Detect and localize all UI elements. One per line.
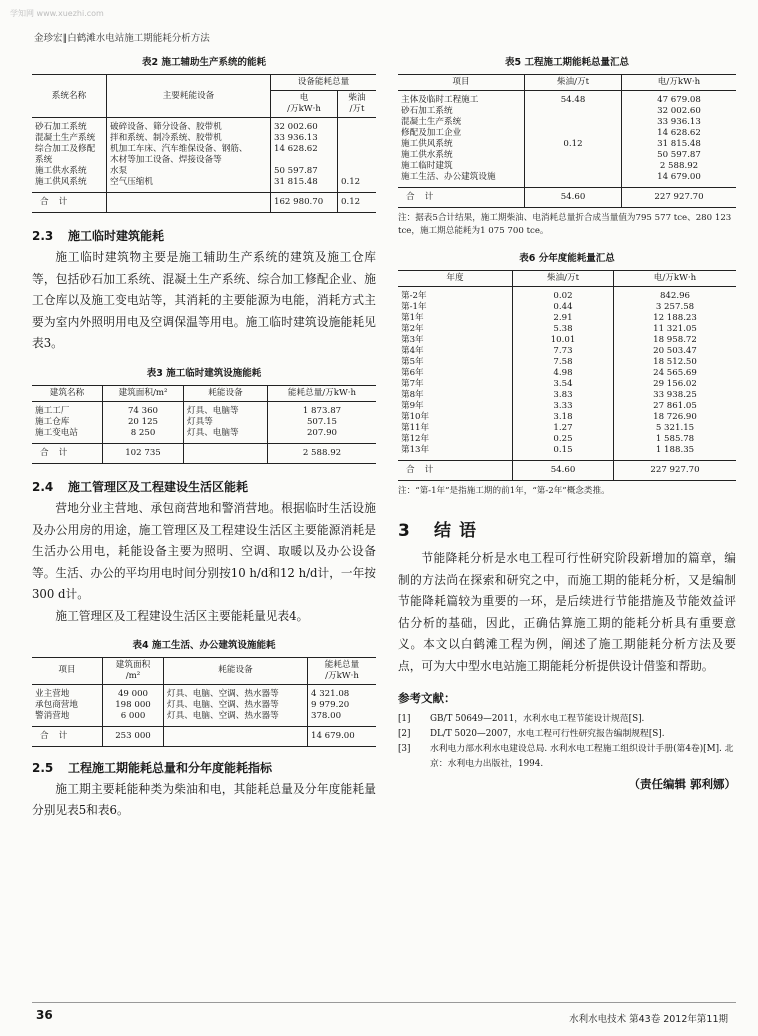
section-title: 施工管理区及工程建设生活区能耗 xyxy=(68,479,249,494)
table-row xyxy=(398,106,736,117)
table-row xyxy=(32,684,376,700)
table3-total-0: 合计 xyxy=(32,443,103,463)
table5-caption: 表5 工程施工期能耗总量汇总 xyxy=(505,57,629,68)
reference-list xyxy=(398,712,736,772)
reference-item xyxy=(398,712,736,727)
table5-cell-0: 修配及加工企业 xyxy=(398,128,525,139)
table6-cell-1: 10.01 xyxy=(513,335,614,346)
journal-info: 水利水电技术 第43卷 2012年第11期 xyxy=(569,1014,728,1025)
table-row xyxy=(32,401,376,417)
table-row xyxy=(398,346,736,357)
table4-cell-3: 9 979.20 xyxy=(311,699,350,710)
section-number: 2.5 xyxy=(32,760,54,775)
table2-cell-diesel xyxy=(338,133,377,144)
section-title: 结语 xyxy=(434,521,484,541)
section-number: 3 xyxy=(398,521,410,541)
section-2-4-paragraph-2: 施工管理区及工程建设生活区主要能耗量见表4。 xyxy=(55,608,309,623)
table3-cell-1: 8 250 xyxy=(103,428,184,444)
footer-rule xyxy=(32,1002,736,1003)
table2-cell-equipment: 拌和系统、制冷系统、胶带机 xyxy=(107,133,271,144)
table5-total-0: 合计 xyxy=(398,188,525,208)
table4-cell-0: 警消营地 xyxy=(32,711,103,727)
table5-cell-1 xyxy=(525,161,622,172)
table3-cell-0: 施工工厂 xyxy=(32,401,103,417)
watermark: 学知网 www.xuezhi.com xyxy=(10,9,104,18)
table-row xyxy=(398,139,736,150)
table3-head-2: 耗能设备 xyxy=(184,385,268,401)
table-row xyxy=(32,144,376,166)
table6-cell-2: 842.96 xyxy=(659,291,691,301)
table2-cell-system: 混凝土生产系统 xyxy=(32,133,107,144)
table-row xyxy=(398,161,736,172)
section-2-5-heading xyxy=(32,759,376,776)
table4-cell-3: 4 321.08 xyxy=(311,688,350,699)
table6-cell-1: 7.58 xyxy=(513,357,614,368)
table2-cell-diesel xyxy=(338,118,377,134)
table6-cell-0: 第9年 xyxy=(398,401,513,412)
table2-cell-system: 砂石加工系统 xyxy=(32,118,107,134)
table-row xyxy=(398,379,736,390)
table3-caption: 表3 施工临时建筑设施能耗 xyxy=(146,367,262,379)
table5-cell-0: 施工生活、办公建筑设施 xyxy=(398,172,525,188)
table6-cell-0: 第11年 xyxy=(398,423,513,434)
table-row xyxy=(398,335,736,346)
table5-head-2: 电/万kW·h xyxy=(622,75,737,91)
table6-total-2: 227 927.70 xyxy=(614,461,737,481)
section-title: 施工临时建筑能耗 xyxy=(68,229,165,243)
table6-cell-0: 第-1年 xyxy=(398,302,513,313)
table6-cell-1: 7.73 xyxy=(513,346,614,357)
table4-caption: 表4 施工生活、办公建筑设施能耗 xyxy=(132,639,276,651)
table5-note: 注：据表5合计结果，施工期柴油、电消耗总量折合成当量值为795 577 tce、280 123 tce，施工期总能耗为1 075 700 tce。 xyxy=(398,213,732,236)
table3-head-3: 能耗总量/万kW·h xyxy=(268,385,377,401)
table4-head-1: 建筑面积 /m² xyxy=(103,657,164,684)
reference-item xyxy=(398,742,736,772)
table5-cell-0: 施工供风系统 xyxy=(398,139,525,150)
table5-cell-2: 32 002.60 xyxy=(657,106,701,116)
table5-cell-1 xyxy=(525,117,622,128)
table5-cell-0: 施工供水系统 xyxy=(398,150,525,161)
table2-cell-elec: 33 936.13 xyxy=(271,133,338,144)
table5-cell-0: 施工临时建筑 xyxy=(398,161,525,172)
table6 xyxy=(398,270,736,481)
table4-cell-2: 灯具、电脑、空调、热水器等 xyxy=(164,711,308,727)
table2-cell-elec: 31 815.48 xyxy=(271,177,338,193)
table-row xyxy=(398,390,736,401)
table2-cell-system: 施工供水系统 xyxy=(32,166,107,177)
table6-cell-1: 1.27 xyxy=(513,423,614,434)
section-title: 工程施工期能耗总量和分年度能耗指标 xyxy=(68,760,273,775)
table6-cell-0: 第13年 xyxy=(398,445,513,461)
table6-cell-1: 5.38 xyxy=(513,324,614,335)
table-row xyxy=(398,324,736,335)
table2-head-elec: 电 /万kW·h xyxy=(271,91,338,118)
table4-total-0: 合计 xyxy=(32,726,103,746)
table6-cell-2: 29 156.02 xyxy=(653,379,697,389)
table2-head-diesel: 柴油 /万t xyxy=(338,91,377,118)
table6-head-1: 柴油/万t xyxy=(513,271,614,287)
table4-cell-3: 378.00 xyxy=(311,710,342,721)
table2-head-equipment: 主要耗能设备 xyxy=(107,75,271,118)
right-column xyxy=(398,52,736,792)
table3-cell-2: 灯具、电脑等 xyxy=(184,401,268,417)
table4-cell-0: 业主营地 xyxy=(32,684,103,700)
table6-cell-2: 1 585.78 xyxy=(655,434,695,444)
table4-total-3: 14 679.00 xyxy=(308,726,377,746)
table5-cell-1 xyxy=(525,172,622,188)
table5-total-1: 54.60 xyxy=(525,188,622,208)
table6-cell-0: 第8年 xyxy=(398,390,513,401)
reference-text: DL/T 5020—2007，水电工程可行性研究报告编制规程[S]. xyxy=(430,728,665,739)
table6-cell-1: 0.25 xyxy=(513,434,614,445)
table6-cell-1: 0.44 xyxy=(513,302,614,313)
section-number: 2.3 xyxy=(32,229,54,243)
table2-cell-equipment: 破碎设备、筛分设备、胶带机 xyxy=(107,118,271,134)
table5-cell-2: 33 936.13 xyxy=(657,117,701,127)
table6-cell-2: 18 512.50 xyxy=(653,357,697,367)
running-head: 金珍宏∥白鹤滩水电站施工期能耗分析方法 xyxy=(34,33,210,44)
table5-total-2: 227 927.70 xyxy=(622,188,737,208)
section-2-4-paragraph-1: 营地分业主营地、承包商营地和警消营地。根据临时生活设施及办公用房的用途，施工管理区及工程建设生活区主要能源消耗是生活办公用电，耗能设备主要为照明、空调、取暖以及办公设备等。生活、办公的平均用电时间分别按10 h/d和12 h/d计，一年按300 d计。 xyxy=(32,500,376,602)
table6-cell-2: 5 321.15 xyxy=(655,423,695,433)
table6-cell-2: 18 726.90 xyxy=(653,412,697,422)
section-number: 2.4 xyxy=(32,479,54,494)
section-2-3-paragraph: 施工临时建筑物主要是施工辅助生产系统的建筑及施工仓库等，包括砂石加工系统、混凝土生产系统、综合加工修配企业、施工仓库以及施工变电站等，其消耗的主要能源为电能，消耗方式主要为室内外照明用电及空调保温等用电。施工临时建筑设施能耗见表3。 xyxy=(32,250,376,351)
table4-cell-1: 49 000 xyxy=(103,684,164,700)
table6-cell-2: 27 861.05 xyxy=(653,401,697,411)
table5-cell-2: 14 628.62 xyxy=(657,128,701,138)
table2 xyxy=(32,74,376,213)
table4-cell-0: 承包商营地 xyxy=(32,700,103,711)
table5-cell-1: 0.12 xyxy=(525,139,622,150)
table6-cell-1: 2.91 xyxy=(513,313,614,324)
table5-cell-2: 47 679.08 xyxy=(657,95,701,105)
table-row xyxy=(398,445,736,461)
table4 xyxy=(32,657,376,747)
table3-cell-1: 20 125 xyxy=(103,417,184,428)
table6-cell-2: 20 503.47 xyxy=(653,346,697,356)
page-number: 36 xyxy=(36,1008,53,1022)
table6-cell-2: 12 188.23 xyxy=(653,313,697,323)
table2-total-elec: 162 980.70 xyxy=(271,193,338,213)
table6-cell-1: 3.18 xyxy=(513,412,614,423)
table3-cell-3: 1 873.87 xyxy=(302,405,342,416)
table3-head-1: 建筑面积/m² xyxy=(103,385,184,401)
table6-cell-0: 第12年 xyxy=(398,434,513,445)
table5-cell-1 xyxy=(525,106,622,117)
table4-cell-2: 灯具、电脑、空调、热水器等 xyxy=(164,700,308,711)
reference-number: [2] xyxy=(398,728,411,739)
reference-item xyxy=(398,727,736,742)
table5-cell-0: 混凝土生产系统 xyxy=(398,117,525,128)
table5-cell-0: 主体及临时工程施工 xyxy=(398,91,525,107)
table4-total-1: 253 000 xyxy=(103,726,164,746)
table2-head-system: 系统名称 xyxy=(32,75,107,118)
table6-cell-2: 3 257.58 xyxy=(655,302,695,312)
table-row xyxy=(398,401,736,412)
table-row xyxy=(32,166,376,177)
table6-cell-2: 11 321.05 xyxy=(653,324,697,334)
table3-total-2 xyxy=(184,443,268,463)
table3-cell-2: 灯具等 xyxy=(184,417,268,428)
table5-cell-2: 2 588.92 xyxy=(659,161,699,171)
table6-cell-0: 第5年 xyxy=(398,357,513,368)
table6-cell-1: 3.83 xyxy=(513,390,614,401)
table3-cell-2: 灯具、电脑等 xyxy=(184,428,268,444)
table6-cell-0: 第1年 xyxy=(398,313,513,324)
table3-cell-0: 施工仓库 xyxy=(32,417,103,428)
table2-cell-equipment: 空气压缩机 xyxy=(107,177,271,193)
table6-total-1: 54.60 xyxy=(513,461,614,481)
table-row xyxy=(398,357,736,368)
table2-cell-diesel xyxy=(338,144,377,166)
table2-total-diesel: 0.12 xyxy=(338,193,377,213)
reference-number: [3] xyxy=(398,743,411,754)
table5-cell-1 xyxy=(525,150,622,161)
table5-cell-1 xyxy=(525,128,622,139)
table6-cell-0: 第10年 xyxy=(398,412,513,423)
table-row xyxy=(32,133,376,144)
table-row xyxy=(398,172,736,188)
table-row xyxy=(398,423,736,434)
table6-caption: 表6 分年度能耗量汇总 xyxy=(519,253,615,264)
table3-head-0: 建筑名称 xyxy=(32,385,103,401)
table3-cell-3: 207.90 xyxy=(306,427,338,438)
table-row xyxy=(398,368,736,379)
table3-cell-1: 74 360 xyxy=(103,401,184,417)
table-row xyxy=(32,417,376,428)
table6-cell-0: 第-2年 xyxy=(398,287,513,303)
table4-cell-1: 6 000 xyxy=(103,711,164,727)
reference-number: [1] xyxy=(398,713,411,724)
reference-text: GB/T 50649—2011，水利水电工程节能设计规范[S]. xyxy=(430,713,645,724)
table6-cell-2: 24 565.69 xyxy=(653,368,697,378)
table-row xyxy=(32,711,376,727)
table6-cell-1: 4.98 xyxy=(513,368,614,379)
table5-head-0: 项目 xyxy=(398,75,525,91)
table6-cell-1: 3.54 xyxy=(513,379,614,390)
table6-cell-2: 33 938.25 xyxy=(653,390,697,400)
table6-cell-0: 第7年 xyxy=(398,379,513,390)
table5 xyxy=(398,74,736,208)
table-row xyxy=(398,434,736,445)
table2-head-total: 设备能耗总量 xyxy=(271,75,377,91)
table4-total-2 xyxy=(164,726,308,746)
table6-cell-2: 1 188.35 xyxy=(655,445,695,455)
editor-credit: （责任编辑 郭利娜） xyxy=(628,776,736,791)
table6-note: 注：“第-1年”是指施工期的前1年，“第-2年”概念类推。 xyxy=(398,486,610,496)
table3-total-1: 102 735 xyxy=(103,443,184,463)
reference-text: 水利电力部水利水电建设总局. 水利水电工程施工组织设计手册(第4卷)[M]. 北京：水利电力出版社，1994. xyxy=(430,743,734,769)
table4-cell-2: 灯具、电脑、空调、热水器等 xyxy=(164,684,308,700)
section-2-4-heading xyxy=(32,478,376,495)
references-heading: 参考文献： xyxy=(398,690,456,705)
table-row xyxy=(398,117,736,128)
table-row xyxy=(398,313,736,324)
table5-cell-0: 砂石加工系统 xyxy=(398,106,525,117)
table-row xyxy=(32,118,376,134)
section-2-5-paragraph: 施工期主要耗能种类为柴油和电，其能耗总量及分年度能耗量分别见表5和表6。 xyxy=(32,781,376,818)
table2-cell-diesel xyxy=(338,166,377,177)
table4-cell-1: 198 000 xyxy=(103,700,164,711)
table2-cell-system: 施工供风系统 xyxy=(32,177,107,193)
table6-cell-1: 0.02 xyxy=(513,287,614,303)
left-column xyxy=(32,52,376,822)
table5-cell-2: 50 597.87 xyxy=(657,150,701,160)
table-row xyxy=(398,128,736,139)
table-row xyxy=(398,287,736,303)
table6-cell-2: 18 958.72 xyxy=(653,335,697,345)
table2-cell-elec: 50 597.87 xyxy=(271,166,338,177)
table3-total-3: 2 588.92 xyxy=(268,443,377,463)
table5-head-1: 柴油/万t xyxy=(525,75,622,91)
table6-cell-0: 第4年 xyxy=(398,346,513,357)
section-2-3-heading xyxy=(32,227,376,244)
table6-head-0: 年度 xyxy=(398,271,513,287)
table6-cell-1: 0.15 xyxy=(513,445,614,461)
section-3-heading xyxy=(398,516,736,541)
section-3-paragraph: 节能降耗分析是水电工程可行性研究阶段新增加的篇章，编制的方法尚在探索和研究之中，而施工期的能耗分析，又是编制节能降耗篇较为重要的一环，是后续进行节能措施及节能效益评估分析的基础，因此，正确估算施工期的能耗分析具有重要意义。本文以白鹤滩工程为例，阐述了施工期能耗分析方法及要点，可为大中型水电站施工期能耗分析提供设计借鉴和帮助。 xyxy=(398,551,736,673)
table3-cell-3: 507.15 xyxy=(306,416,338,427)
table5-cell-2: 14 679.00 xyxy=(657,172,701,182)
table6-total-0: 合计 xyxy=(398,461,513,481)
table5-cell-1: 54.48 xyxy=(525,91,622,107)
table2-cell-elec: 14 628.62 xyxy=(271,144,338,166)
table-row xyxy=(398,302,736,313)
table4-head-3: 能耗总量 /万kW·h xyxy=(308,657,377,684)
table6-cell-0: 第2年 xyxy=(398,324,513,335)
table-row xyxy=(32,177,376,193)
table6-head-2: 电/万kW·h xyxy=(614,271,737,287)
table-row xyxy=(32,700,376,711)
table3 xyxy=(32,385,376,464)
table2-total-equipment xyxy=(107,193,271,213)
table-row xyxy=(398,150,736,161)
table2-cell-equipment: 水泵 xyxy=(107,166,271,177)
table2-cell-equipment: 机加工车床、汽车维保设备、钢筋、 木材等加工设备、焊接设备等 xyxy=(107,144,271,166)
table2-caption: 表2 施工辅助生产系统的能耗 xyxy=(142,57,266,68)
table5-cell-2: 31 815.48 xyxy=(657,139,701,149)
table2-cell-diesel: 0.12 xyxy=(341,177,361,187)
table2-cell-system: 综合加工及修配 系统 xyxy=(32,144,107,166)
table6-cell-1: 3.33 xyxy=(513,401,614,412)
table2-total-label: 合计 xyxy=(32,193,107,213)
table3-cell-0: 施工变电站 xyxy=(32,428,103,444)
table2-cell-elec: 32 002.60 xyxy=(271,118,338,134)
table-row xyxy=(32,428,376,444)
table6-cell-0: 第6年 xyxy=(398,368,513,379)
table-row xyxy=(398,412,736,423)
table4-head-0: 项目 xyxy=(32,657,103,684)
table4-head-2: 耗能设备 xyxy=(164,657,308,684)
table6-cell-0: 第3年 xyxy=(398,335,513,346)
table-row xyxy=(398,91,736,107)
